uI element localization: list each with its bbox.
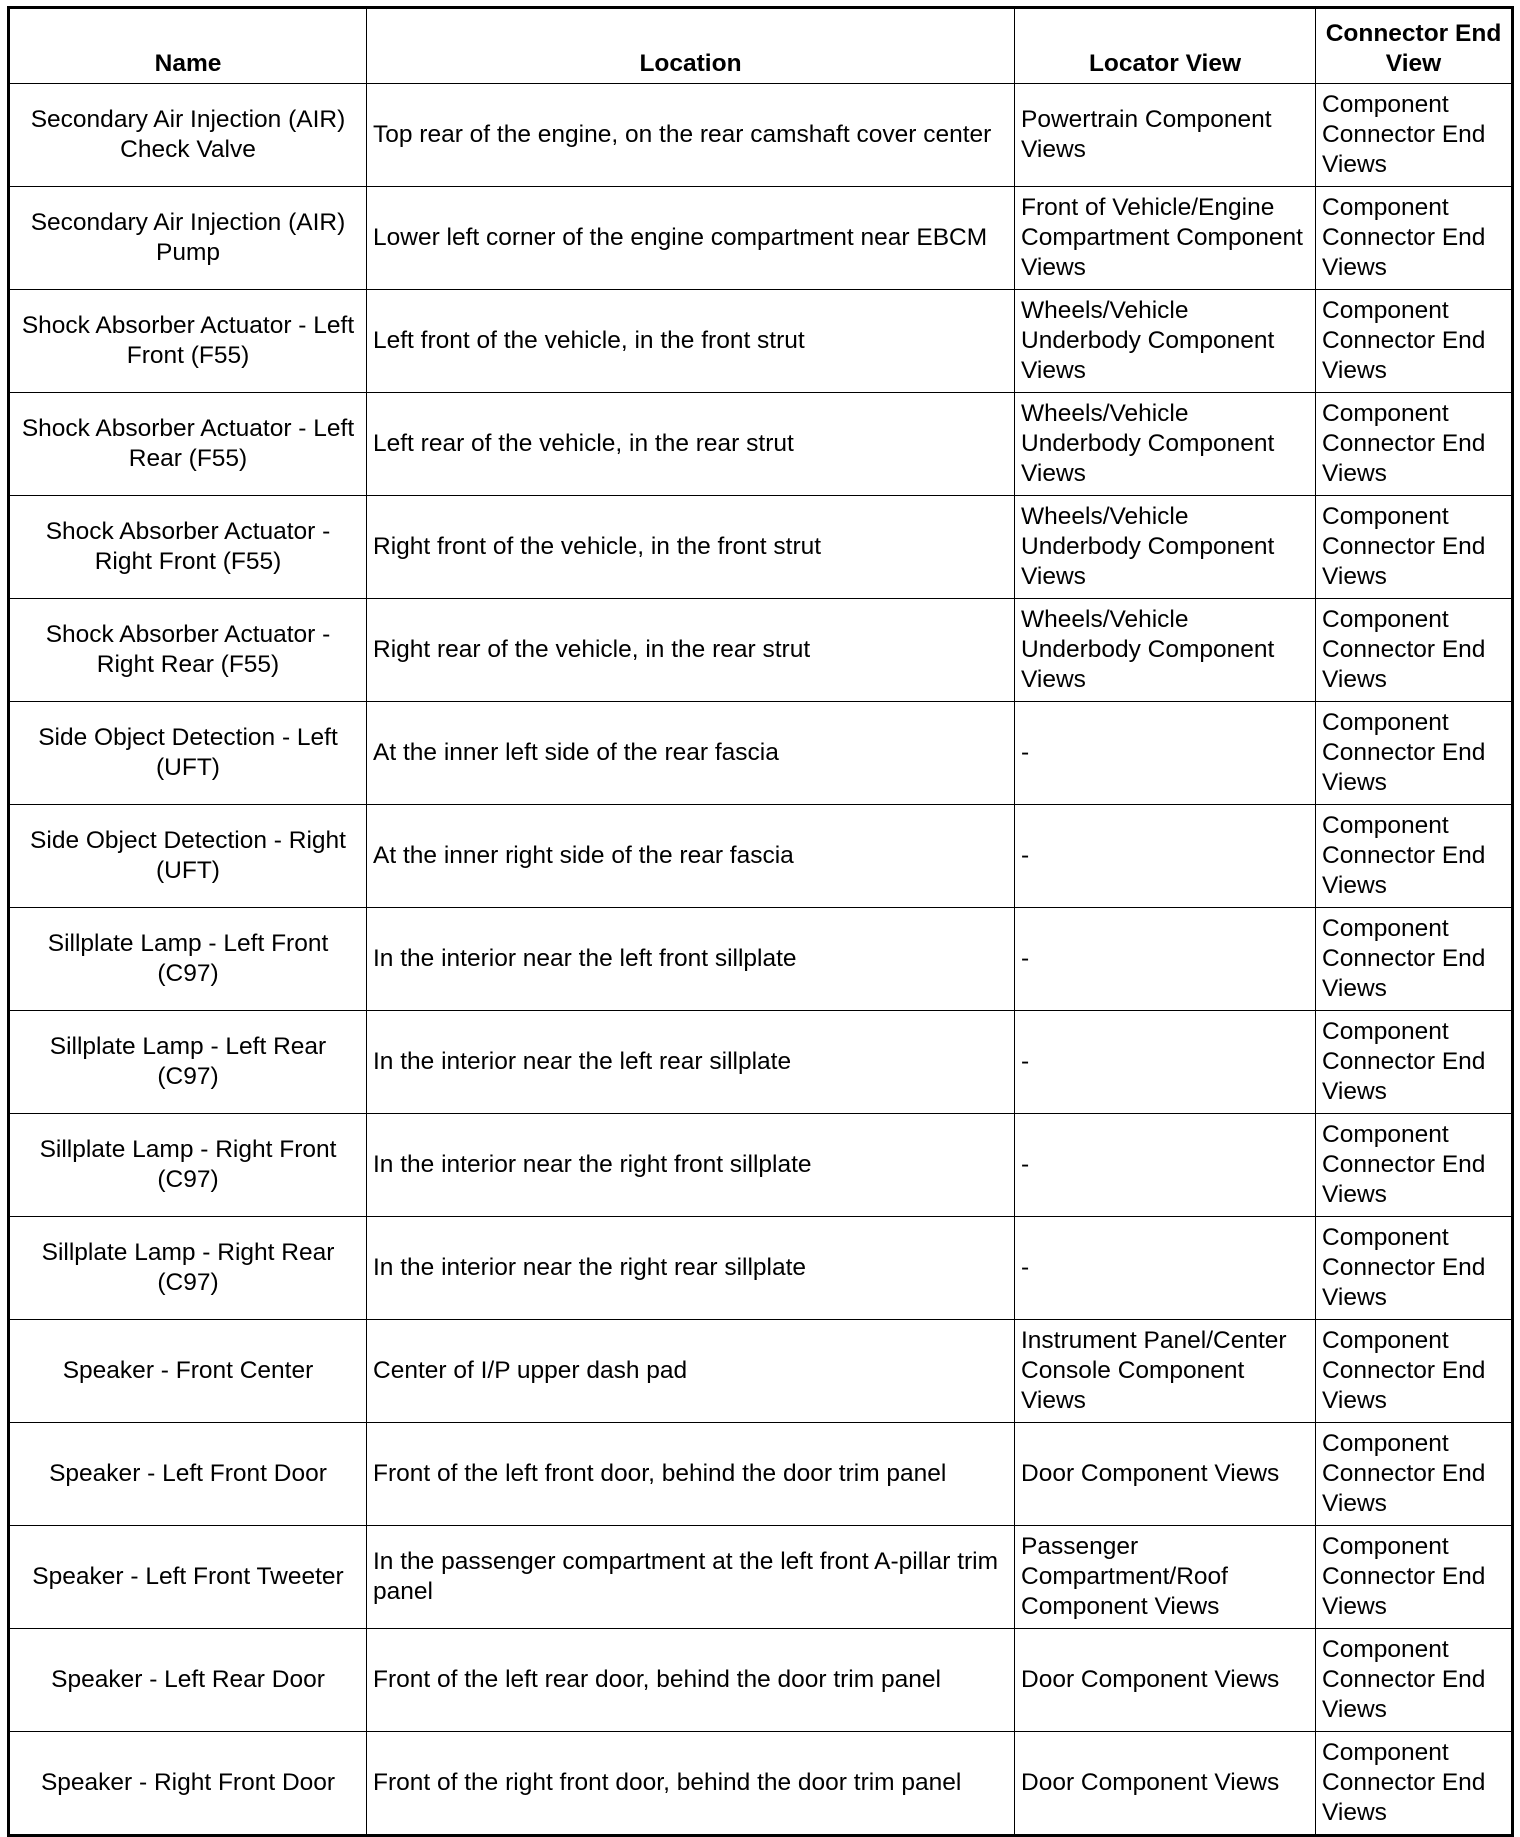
table-row [9, 1629, 1513, 1732]
cell-name: Sillplate Lamp - Left Front (C97) [9, 908, 367, 1011]
cell-connector-end-view: Component Connector End Views [1316, 1114, 1513, 1217]
cell-location: Right front of the vehicle, in the front strut [367, 496, 1015, 599]
table-row [9, 84, 1513, 187]
table-row [9, 908, 1513, 1011]
table-row [9, 702, 1513, 805]
cell-name: Speaker - Right Front Door [9, 1732, 367, 1836]
cell-location: In the interior near the left rear sillplate [367, 1011, 1015, 1114]
table-row [9, 1423, 1513, 1526]
cell-name: Secondary Air Injection (AIR) Check Valve [9, 84, 367, 187]
cell-name: Side Object Detection - Right (UFT) [9, 805, 367, 908]
cell-location: Front of the left front door, behind the door trim panel [367, 1423, 1015, 1526]
cell-connector-end-view: Component Connector End Views [1316, 1423, 1513, 1526]
table-row [9, 1011, 1513, 1114]
table-row [9, 290, 1513, 393]
cell-location: Top rear of the engine, on the rear camshaft cover center [367, 84, 1015, 187]
cell-location: At the inner left side of the rear fascia [367, 702, 1015, 805]
cell-connector-end-view: Component Connector End Views [1316, 1320, 1513, 1423]
cell-connector-end-view: Component Connector End Views [1316, 187, 1513, 290]
cell-location: Front of the right front door, behind the door trim panel [367, 1732, 1015, 1836]
cell-locator-view: - [1015, 702, 1316, 805]
component-locator-table [7, 6, 1514, 1837]
cell-connector-end-view: Component Connector End Views [1316, 1732, 1513, 1836]
cell-locator-view: Wheels/Vehicle Underbody Component Views [1015, 393, 1316, 496]
cell-locator-view: Instrument Panel/Center Console Component Views [1015, 1320, 1316, 1423]
cell-locator-view: - [1015, 805, 1316, 908]
cell-name: Speaker - Left Front Tweeter [9, 1526, 367, 1629]
cell-locator-view: Door Component Views [1015, 1732, 1316, 1836]
cell-location: In the interior near the right front sillplate [367, 1114, 1015, 1217]
header-locator-view: Locator View [1015, 8, 1316, 84]
cell-locator-view: Door Component Views [1015, 1629, 1316, 1732]
cell-name: Speaker - Left Rear Door [9, 1629, 367, 1732]
table-row [9, 805, 1513, 908]
cell-name: Secondary Air Injection (AIR) Pump [9, 187, 367, 290]
cell-location: Right rear of the vehicle, in the rear strut [367, 599, 1015, 702]
table-row [9, 599, 1513, 702]
cell-locator-view: Wheels/Vehicle Underbody Component Views [1015, 290, 1316, 393]
cell-connector-end-view: Component Connector End Views [1316, 702, 1513, 805]
cell-connector-end-view: Component Connector End Views [1316, 496, 1513, 599]
cell-locator-view: Front of Vehicle/Engine Compartment Component Views [1015, 187, 1316, 290]
cell-location: Center of I/P upper dash pad [367, 1320, 1015, 1423]
table-row [9, 1732, 1513, 1836]
cell-locator-view: Powertrain Component Views [1015, 84, 1316, 187]
table-row [9, 187, 1513, 290]
cell-connector-end-view: Component Connector End Views [1316, 393, 1513, 496]
cell-connector-end-view: Component Connector End Views [1316, 1526, 1513, 1629]
cell-locator-view: - [1015, 1217, 1316, 1320]
cell-name: Shock Absorber Actuator - Left Front (F55) [9, 290, 367, 393]
header-location: Location [367, 8, 1015, 84]
cell-name: Sillplate Lamp - Right Rear (C97) [9, 1217, 367, 1320]
cell-name: Shock Absorber Actuator - Left Rear (F55) [9, 393, 367, 496]
cell-locator-view: - [1015, 1114, 1316, 1217]
table-row [9, 1114, 1513, 1217]
cell-location: Left front of the vehicle, in the front strut [367, 290, 1015, 393]
cell-connector-end-view: Component Connector End Views [1316, 1629, 1513, 1732]
cell-connector-end-view: Component Connector End Views [1316, 1217, 1513, 1320]
cell-name: Shock Absorber Actuator - Right Front (F55) [9, 496, 367, 599]
cell-location: Front of the left rear door, behind the door trim panel [367, 1629, 1015, 1732]
table-row [9, 393, 1513, 496]
cell-locator-view: - [1015, 908, 1316, 1011]
cell-location: Left rear of the vehicle, in the rear strut [367, 393, 1015, 496]
cell-locator-view: Passenger Compartment/Roof Component Views [1015, 1526, 1316, 1629]
cell-locator-view: Door Component Views [1015, 1423, 1316, 1526]
cell-connector-end-view: Component Connector End Views [1316, 908, 1513, 1011]
table-row [9, 1217, 1513, 1320]
table-row [9, 1320, 1513, 1423]
table-body [9, 84, 1513, 1836]
table-row [9, 496, 1513, 599]
cell-connector-end-view: Component Connector End Views [1316, 84, 1513, 187]
cell-connector-end-view: Component Connector End Views [1316, 805, 1513, 908]
header-row [9, 8, 1513, 84]
cell-name: Speaker - Front Center [9, 1320, 367, 1423]
cell-name: Shock Absorber Actuator - Right Rear (F55) [9, 599, 367, 702]
cell-name: Sillplate Lamp - Left Rear (C97) [9, 1011, 367, 1114]
cell-locator-view: Wheels/Vehicle Underbody Component Views [1015, 496, 1316, 599]
cell-connector-end-view: Component Connector End Views [1316, 290, 1513, 393]
cell-locator-view: Wheels/Vehicle Underbody Component Views [1015, 599, 1316, 702]
table-row [9, 1526, 1513, 1629]
cell-name: Sillplate Lamp - Right Front (C97) [9, 1114, 367, 1217]
cell-location: Lower left corner of the engine compartment near EBCM [367, 187, 1015, 290]
cell-location: At the inner right side of the rear fascia [367, 805, 1015, 908]
header-name: Name [9, 8, 367, 84]
cell-location: In the interior near the left front sillplate [367, 908, 1015, 1011]
cell-connector-end-view: Component Connector End Views [1316, 599, 1513, 702]
cell-location: In the interior near the right rear sillplate [367, 1217, 1015, 1320]
cell-locator-view: - [1015, 1011, 1316, 1114]
cell-connector-end-view: Component Connector End Views [1316, 1011, 1513, 1114]
cell-name: Side Object Detection - Left (UFT) [9, 702, 367, 805]
cell-name: Speaker - Left Front Door [9, 1423, 367, 1526]
cell-location: In the passenger compartment at the left front A-pillar trim panel [367, 1526, 1015, 1629]
component-locator-sheet [7, 6, 1514, 1837]
header-connector-end-view: Connector End View [1316, 8, 1513, 84]
